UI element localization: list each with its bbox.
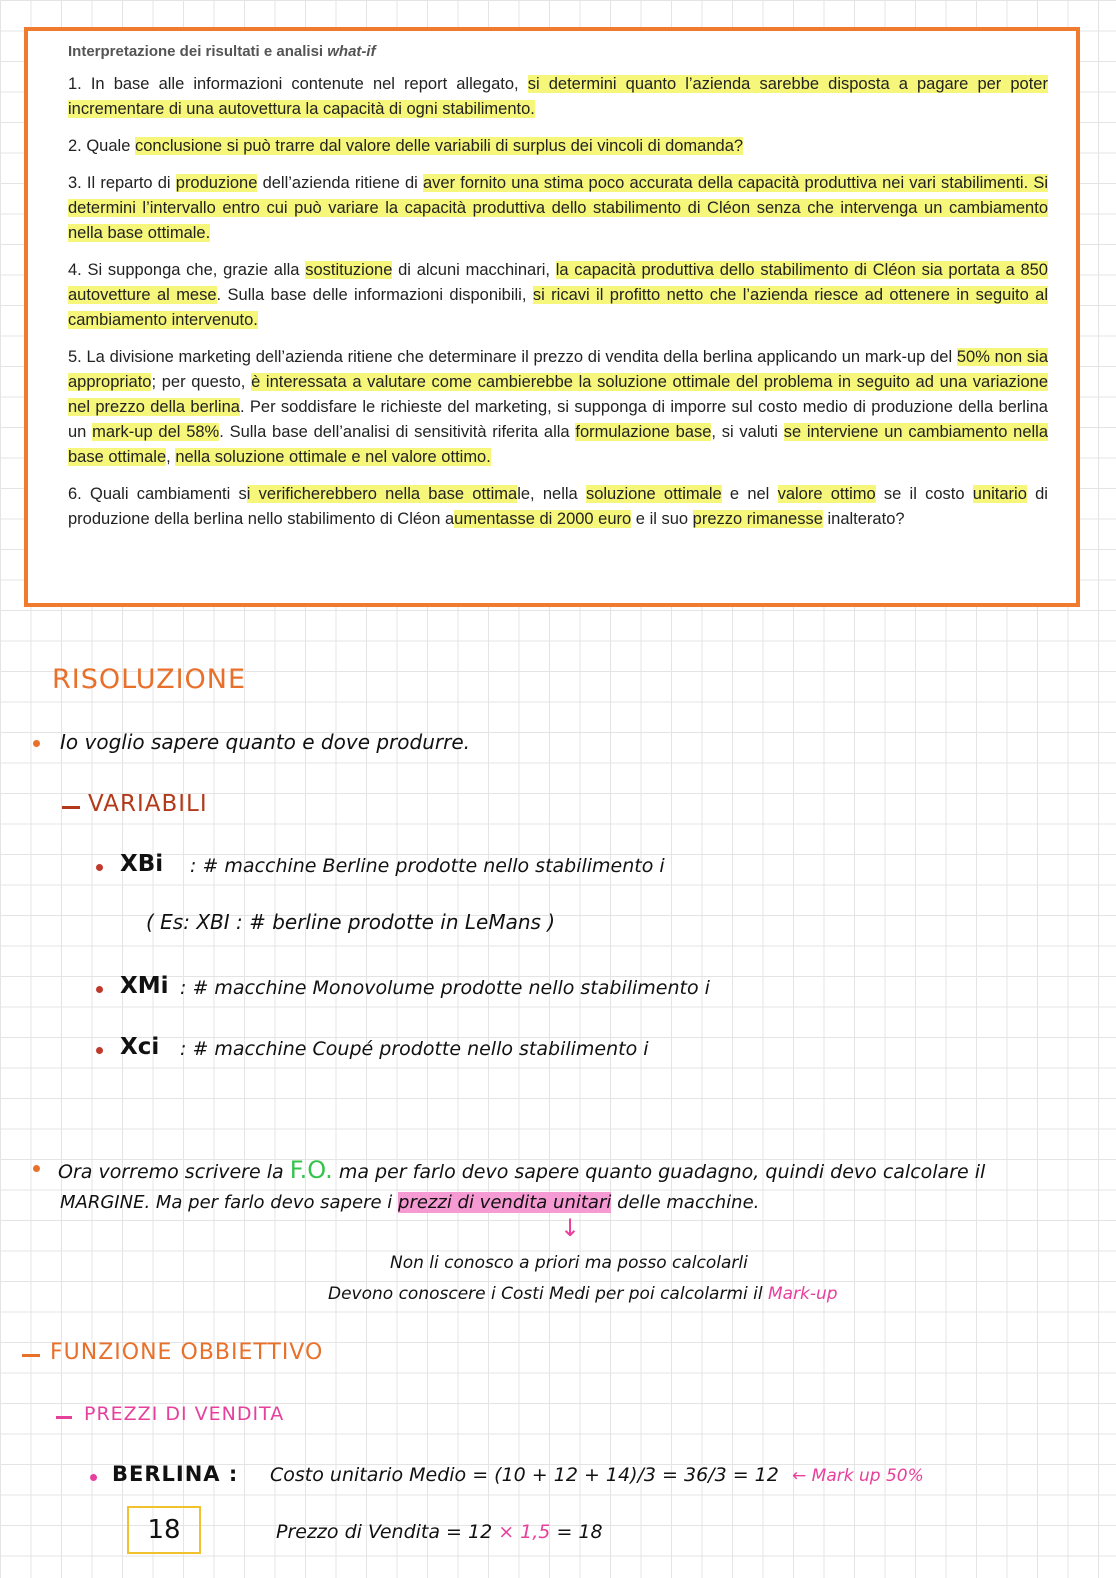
price-result-box: 18 <box>127 1506 201 1554</box>
down-arrow-icon: ↓ <box>560 1214 581 1242</box>
berlina-label: BERLINA : <box>112 1462 239 1486</box>
bullet-dot <box>33 740 40 747</box>
bullet-dot <box>90 1474 97 1481</box>
heading-variabili: VARIABILI <box>88 791 208 817</box>
not-known-line: Non li conosco a priori ma posso calcolarli <box>390 1253 748 1273</box>
fo-line-1: Ora vorremo scrivere la F.O. ma per farlo devo sapere quanto guadagno, quindi devo calcolare il <box>58 1156 986 1184</box>
heading-risoluzione: RISOLUZIONE <box>52 664 247 695</box>
heading-prezzi-vendita: PREZZI DI VENDITA <box>84 1403 285 1425</box>
var-xb-desc: : # macchine Berline prodotte nello stabilimento i <box>190 855 665 877</box>
intro-line: Io voglio sapere quanto e dove produrre. <box>60 730 470 754</box>
markup-note: ← Mark up 50% <box>792 1466 924 1486</box>
fo-line-2: MARGINE. Ma per farlo devo sapere i prezzi di vendita unitari delle macchine. <box>60 1192 760 1213</box>
question-5: 5. La divisione marketing dell’azienda ritiene che determinare il prezzo di vendita della berlina applicando un mark-up del 50% non sia appropriato; per questo, è interessata a valutare come cambierebbe la soluzione ottimale del problema in seguito ad una variazione nel prezzo della berlina. Per soddisfare le richieste del marketing, si supponga di imporre sul costo medio di produzione della berlina un mark-up del 58%. Sulla base dell’analisi di sensitività riferita alla formulazione base, si valuti se interviene un cambiamento nella base ottimale, nella soluzione ottimale e nel valore ottimo. <box>68 348 1049 466</box>
var-xm-desc: : # macchine Monovolume prodotte nello stabilimento i <box>180 977 710 999</box>
example-line: ( Es: XBI : # berline prodotte in LeMans ) <box>146 910 556 934</box>
bullet-dot <box>33 1165 40 1172</box>
question-6: 6. Quali cambiamenti si verificherebbero nella base ottimale, nella soluzione ottimale e nel valore ottimo se il costo unitario di produzione della berlina nello stabilimento di Cléon aumentasse di 2000 euro e il suo prezzo rimanesse inalterato? <box>68 485 1048 528</box>
question-2: 2. Quale conclusione si può trarre dal valore delle variabili di surplus dei vincoli di domanda? <box>68 137 744 155</box>
dash-marker <box>62 806 80 809</box>
need-costs-line: Devono conoscere i Costi Medi per poi calcolarmi il Mark-up <box>328 1284 838 1304</box>
questions-box <box>24 27 1080 607</box>
var-xm-label: XMi <box>120 973 169 999</box>
question-3: 3. Il reparto di produzione dell’azienda ritiene di aver fornito una stima poco accurata della capacità produttiva nei vari stabilimenti. Si determini l’intervallo entro cui può variare la capacità produttiva dello stabilimento di Cléon senza che intervenga un cambiamento nella base ottimale. <box>68 174 1048 242</box>
dash-marker <box>22 1354 40 1357</box>
questions-title: Interpretazione dei risultati e analisi what-if <box>68 43 376 60</box>
heading-funzione-obbiettivo: FUNZIONE OBBIETTIVO <box>50 1340 324 1365</box>
question-4: 4. Si supponga che, grazie alla sostituzione di alcuni macchinari, la capacità produttiva dello stabilimento di Cléon sia portata a 850 autovetture al mese. Sulla base delle informazioni disponibili, si ricavi il profitto netto che l’azienda riesce ad ottenere in seguito al cambiamento intervenuto. <box>68 261 1049 329</box>
costo-medio-line: Costo unitario Medio = (10 + 12 + 14)/3 = 36/3 = 12 <box>270 1464 779 1486</box>
bullet-dot <box>96 1047 103 1054</box>
dash-marker <box>56 1416 72 1419</box>
bullet-dot <box>96 986 103 993</box>
question-1: 1. In base alle informazioni contenute nel report allegato, si determini quanto l’azienda sarebbe disposta a pagare per poter incrementare di una autovettura la capacità di ogni stabilimento. <box>68 75 1048 118</box>
prezzo-vendita-line: Prezzo di Vendita = 12 × 1,5 = 18 <box>276 1521 603 1543</box>
var-xc-label: Xci <box>120 1034 160 1060</box>
var-xc-desc: : # macchine Coupé prodotte nello stabilimento i <box>180 1038 649 1060</box>
bullet-dot <box>96 864 103 871</box>
var-xb-label: XBi <box>120 851 164 877</box>
